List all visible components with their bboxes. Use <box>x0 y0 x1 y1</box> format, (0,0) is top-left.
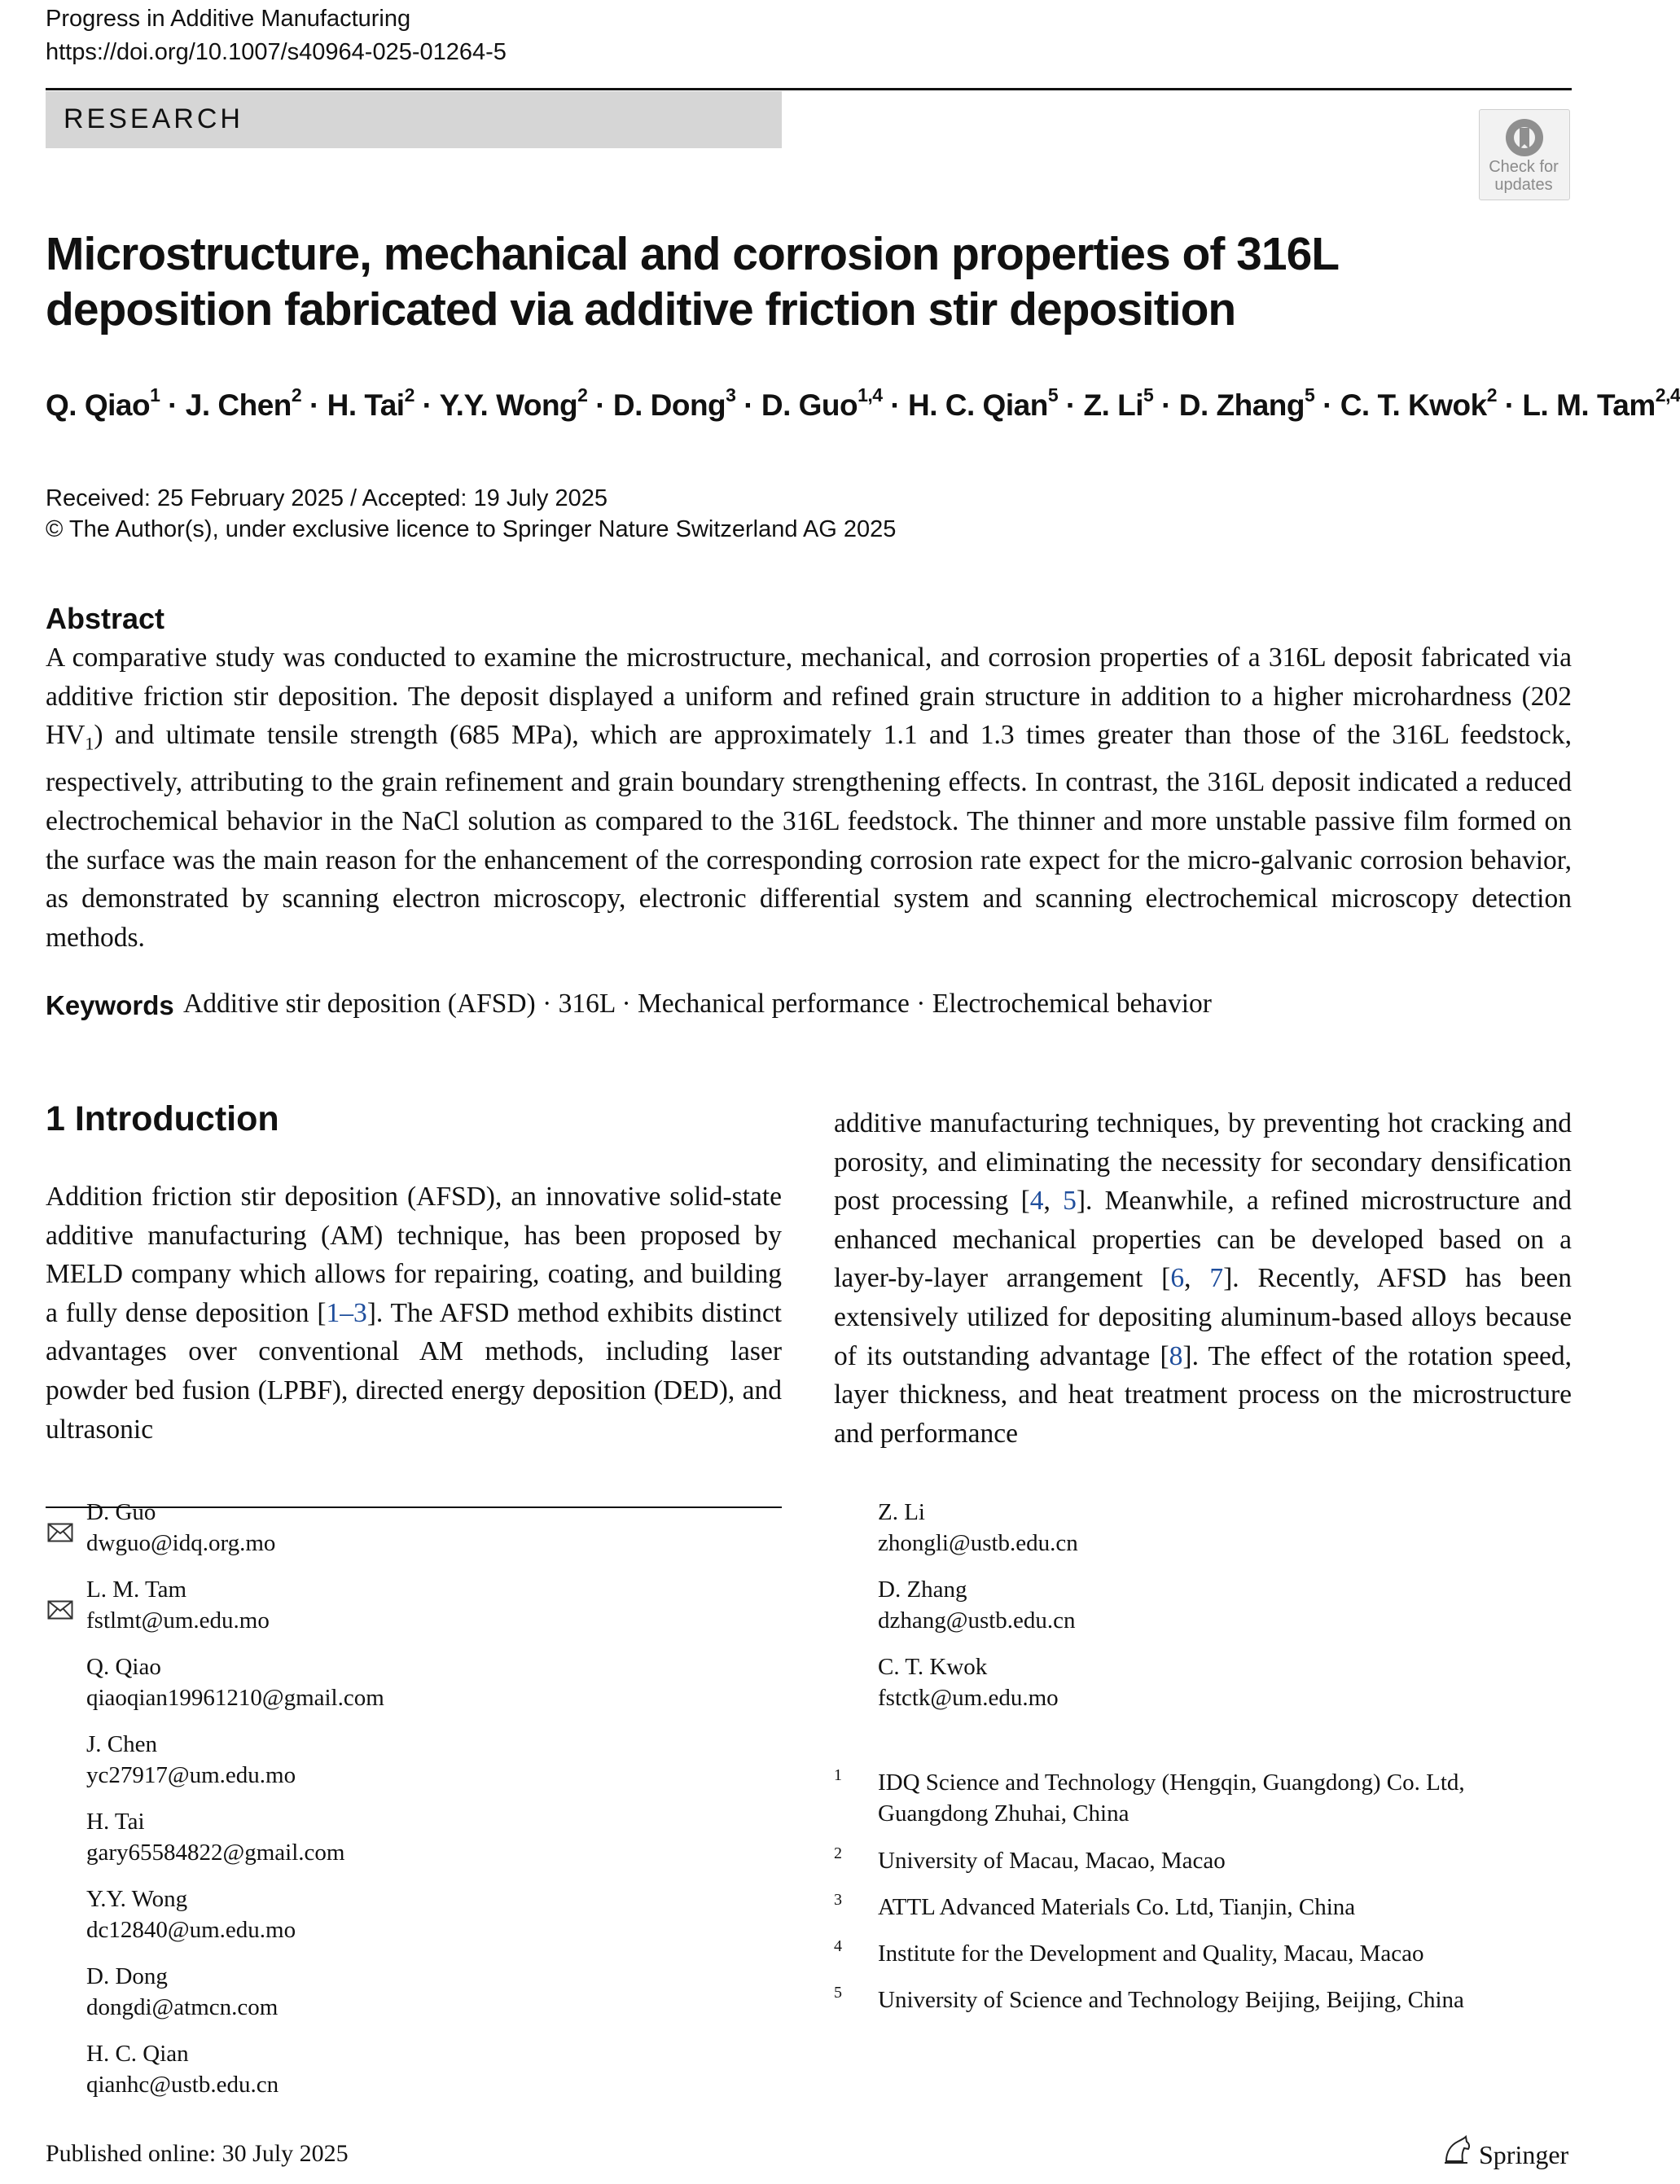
affiliation-text: Institute for the Development and Quality, Macau, Macao <box>878 1941 1424 1967</box>
contact-email[interactable]: dc12840@um.edu.mo <box>86 1917 296 1943</box>
publisher-logo-text: Springer <box>1479 2140 1569 2169</box>
contact-email[interactable]: gary65584822@gmail.com <box>86 1840 345 1866</box>
contact-name: C. T. Kwok <box>878 1654 988 1680</box>
citation-link[interactable]: 5 <box>1063 1186 1077 1217</box>
contact-entry <box>86 1651 384 1713</box>
contact-entry <box>86 1884 296 1945</box>
springer-horse-icon <box>1440 2134 1472 2166</box>
paper-title: Microstructure, mechanical and corrosion properties of 316L deposition fabricated via additive friction stir deposition <box>46 228 1339 335</box>
citation-link[interactable]: 7 <box>1209 1263 1224 1294</box>
author[interactable]: Q. Qiao$^1$ <box>46 384 160 422</box>
contact-email[interactable]: dwguo@idq.org.mo <box>86 1530 276 1556</box>
contact-entry <box>86 1574 270 1636</box>
affiliation-text: University of Macau, Macao, Macao <box>878 1848 1226 1874</box>
affiliation-text: IDQ Science and Technology (Hengqin, Guangdong) Co. Ltd, Guangdong Zhuhai, China <box>878 1770 1465 1827</box>
author[interactable]: D. Zhang$^5$ <box>1178 384 1315 422</box>
contact-entry <box>86 1497 275 1559</box>
contact-entry <box>86 1729 296 1791</box>
affiliation-number: 3 <box>834 1891 842 1909</box>
contact-email[interactable]: qianhc@ustb.edu.cn <box>86 2072 279 2098</box>
section-heading-introduction: 1 Introduction <box>46 1099 279 1138</box>
contact-email[interactable]: yc27917@um.edu.mo <box>86 1762 296 1788</box>
doi-link[interactable]: https://doi.org/10.1007/s40964-025-01264-5 <box>46 39 507 65</box>
copyright-notice: © The Author(s), under exclusive licence to Springer Nature Switzerland AG 2025 <box>46 516 897 542</box>
contact-name: H. Tai <box>86 1809 145 1835</box>
contact-name: J. Chen <box>86 1731 157 1757</box>
citation-link[interactable]: 1–3 <box>326 1297 367 1328</box>
contact-email[interactable]: zhongli@ustb.edu.cn <box>878 1530 1078 1556</box>
header-rule <box>46 88 1572 90</box>
author[interactable]: H. Tai$^2$ <box>327 384 415 422</box>
affiliation-number: 2 <box>834 1844 842 1862</box>
citation-link[interactable]: 4 <box>1029 1186 1044 1217</box>
author[interactable]: D. Guo$^{1,4}$ <box>761 384 883 422</box>
contact-entry <box>86 2038 279 2100</box>
contact-email[interactable]: qiaoqian19961210@gmail.com <box>86 1685 384 1711</box>
contact-entry <box>878 1651 1059 1713</box>
received-accepted-dates: Received: 25 February 2025 / Accepted: 19 July 2025 <box>46 485 608 511</box>
contact-email[interactable]: dzhang@ustb.edu.cn <box>878 1607 1076 1634</box>
author-list: Q. Qiao$^1$ · J. Chen$^2$ · H. Tai$^2$ · Y.Y. Wong$^2$ · D. Dong$^3$ · D. Guo$^{1,4}$ · H. C. Qian$^5$ · Z. $Li^5 \cdot D$. Zhang$^5$ · C. T. Kwok$^2$ · L. M. Tam$^{2,4}$ <box>46 384 1680 422</box>
affiliation-text: ATTL Advanced Materials Co. Ltd, Tianjin, China <box>878 1894 1356 1920</box>
contact-email[interactable]: fstctk@um.edu.mo <box>878 1685 1059 1711</box>
envelope-icon <box>47 1600 73 1620</box>
contact-name: D. Zhang <box>878 1577 967 1603</box>
affiliation-text: University of Science and Technology Beijing, Beijing, China <box>878 1987 1464 2013</box>
author[interactable]: H. C. Qian$^5$ <box>908 384 1059 422</box>
affiliation-number: 5 <box>834 1984 842 2002</box>
contact-name: D. Guo <box>86 1499 156 1525</box>
affiliation-number: 1 <box>834 1766 842 1784</box>
contact-name: Y.Y. Wong <box>86 1886 188 1912</box>
contact-email[interactable]: dongdi@atmcn.com <box>86 1994 279 2020</box>
published-online-date: Published online: 30 July 2025 <box>46 2140 349 2167</box>
introduction-right-column: additive manufacturing techniques, by preventing hot cracking and porosity, and eliminating the necessity for secondary densification post processing [4, 5]. Meanwhile, a refined microstructure and enhanced mechanical properties can be developed based on a layer-by-layer arrangement [6, 7]. Recently, AFSD has been extensively utilized for depositing aluminum-based alloys because of its outstanding advantage [8]. The effect of the rotation speed, layer thickness, and heat treatment process on the microstructure and performance <box>834 1108 1573 1449</box>
check-updates-icon <box>1503 116 1546 159</box>
contact-name: Q. Qiao <box>86 1654 161 1680</box>
introduction-left-column: Addition friction stir deposition (AFSD), an innovative solid-state additive manufacturing (AM) technique, has been proposed by MELD company which allows for repairing, coating, and building a fully dense deposition [1–3]. The AFSD method exhibits distinct advantages over conventional AM methods, including laser powder bed fusion (LPBF), directed energy deposition (DED), and ultrasonic <box>46 1182 782 1445</box>
contact-entry <box>878 1574 1076 1636</box>
contact-name: H. C. Qian <box>86 2041 189 2067</box>
journal-name: Progress in Additive Manufacturing <box>46 6 411 32</box>
author[interactable]: J. Chen$^2$ <box>185 384 302 422</box>
check-for-updates-label: Check for updates <box>1489 158 1559 194</box>
contact-name: L. M. Tam <box>86 1577 187 1603</box>
envelope-icon <box>47 1523 73 1542</box>
contact-name: Z. Li <box>878 1499 925 1525</box>
citation-link[interactable]: 8 <box>1169 1340 1183 1371</box>
contact-entry <box>878 1497 1078 1559</box>
keywords-list: Additive stir deposition (AFSD) · 316L · Mechanical performance · Electrochemical behavior <box>183 989 1212 1019</box>
author[interactable]: Y.Y. Wong$^2$ <box>439 384 588 422</box>
author[interactable]: Z. Li$^5$ <box>1083 384 1154 422</box>
contact-entry <box>86 1961 278 2023</box>
author[interactable]: L. M. Tam$^{2,4}$ <box>1522 384 1680 422</box>
abstract-text: A comparative study was conducted to examine the microstructure, mechanical, and corrosion properties of a 316L deposit fabricated via additive friction stir deposition. The deposit displayed a uniform and refined grain structure in addition to a higher microhardness (202 $HV_1$) and ultimate tensile strength (685 MPa), which are approximately 1.1 and 1.3 times greater than those of the 316L feedstock, respectively, attributing to the grain refinement and grain boundary strengthening effects. In contrast, the 316L deposit indicated a reduced electrochemical behavior in the NaCl solution as compared to the 316L feedstock. The thinner and more unstable passive film formed on the surface was the main reason for the enhancement of the corresponding corrosion rate expect for the micro-galvanic corrosion behavior, as demonstrated by scanning electron microscopy, electronic differential system and scanning electrochemical microscopy detection methods. <box>46 642 1572 953</box>
contact-email[interactable]: fstlmt@um.edu.mo <box>86 1607 270 1634</box>
contact-name: D. Dong <box>86 1963 168 1989</box>
affiliation-number: 4 <box>834 1937 842 1955</box>
author[interactable]: D. Dong$^3$ <box>612 384 736 422</box>
contact-entry <box>86 1806 344 1868</box>
author[interactable]: C. T. Kwok$^2$ <box>1340 384 1498 422</box>
abstract-heading: Abstract <box>46 602 165 635</box>
citation-link[interactable]: 6 <box>1170 1263 1185 1294</box>
keywords-heading: Keywords <box>46 990 174 1020</box>
article-type-label: RESEARCH <box>64 103 243 134</box>
